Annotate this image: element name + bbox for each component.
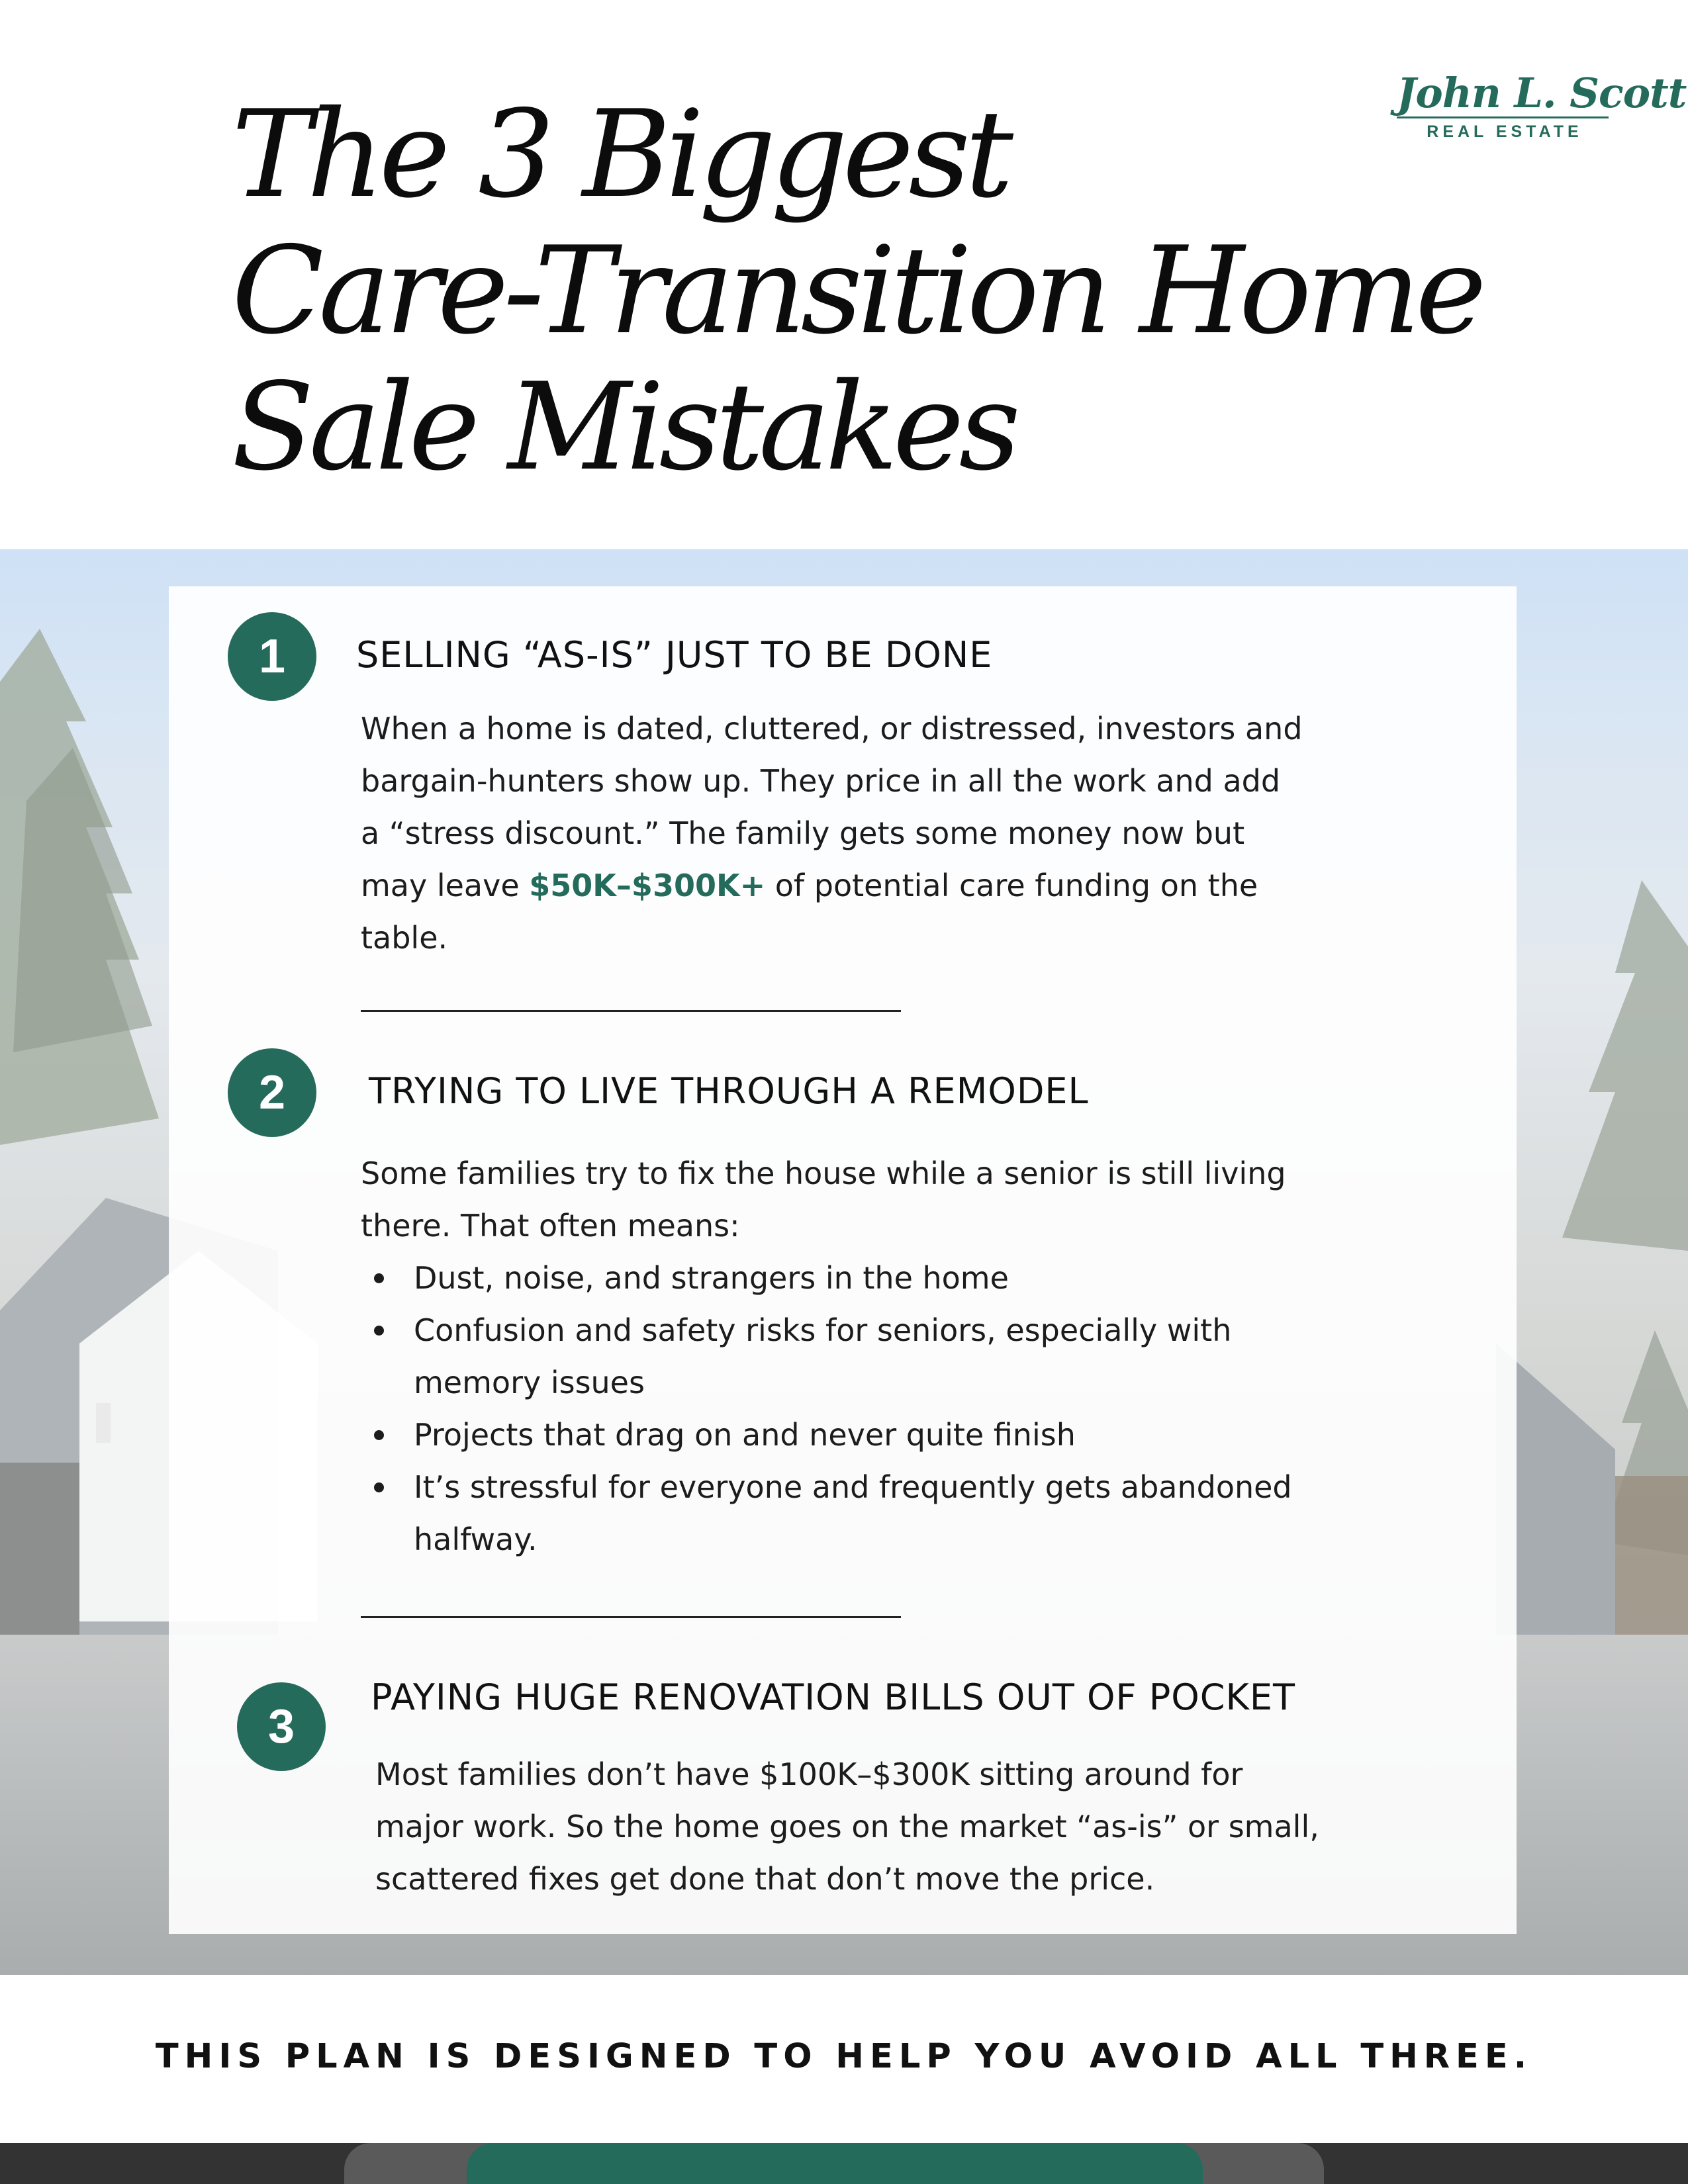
section-divider bbox=[361, 1616, 901, 1618]
cta-text: THIS PLAN IS DESIGNED TO HELP YOU AVOID ALL THREE. bbox=[155, 2037, 1533, 2076]
title-line: Care-Transition Home bbox=[232, 220, 1481, 361]
logo-name: John L. Scott bbox=[1397, 69, 1687, 117]
funding-highlight: $50K–$300K+ bbox=[529, 868, 766, 903]
brand-logo bbox=[1397, 69, 1687, 142]
body-line: there. That often means: bbox=[361, 1208, 740, 1244]
number-badge-3: 3 bbox=[237, 1682, 326, 1771]
footer-button[interactable] bbox=[467, 2143, 1203, 2184]
body-line: When a home is dated, cluttered, or distressed, investors and bbox=[361, 711, 1303, 747]
bullet-item bbox=[361, 1252, 1292, 1304]
number-badge-2: 2 bbox=[228, 1048, 316, 1137]
body-line bbox=[361, 860, 1303, 912]
title-line: The 3 Biggest bbox=[232, 84, 1009, 224]
bullet-item bbox=[361, 1304, 1292, 1409]
mistake-1-heading: SELLING “AS-IS” JUST TO BE DONE bbox=[356, 634, 993, 676]
body-line: Some families try to fix the house while a senior is still living bbox=[361, 1156, 1286, 1191]
bullet-item bbox=[361, 1461, 1292, 1566]
footer-bar bbox=[0, 2143, 1688, 2184]
body-line: table. bbox=[361, 920, 448, 956]
body-line: scattered fixes get done that don’t move the price. bbox=[375, 1861, 1155, 1897]
mistake-2-intro bbox=[361, 1148, 1286, 1252]
mistake-1-body bbox=[361, 703, 1303, 964]
bullet-item bbox=[361, 1409, 1292, 1461]
bullet-line: halfway. bbox=[414, 1522, 538, 1557]
body-line: Most families don’t have $100K–$300K sitting around for bbox=[375, 1756, 1243, 1792]
mistake-3-heading: PAYING HUGE RENOVATION BILLS OUT OF POCKET bbox=[371, 1676, 1296, 1718]
title-line: Sale Mistakes bbox=[232, 357, 1015, 497]
logo-tagline: REAL ESTATE bbox=[1427, 122, 1583, 141]
page-title bbox=[232, 86, 1481, 495]
body-text: may leave bbox=[361, 868, 530, 903]
body-line: major work. So the home goes on the market “as-is” or small, bbox=[375, 1809, 1319, 1844]
bullet-line: Dust, noise, and strangers in the home bbox=[414, 1260, 1009, 1296]
bullet-line: Projects that drag on and never quite finish bbox=[414, 1417, 1076, 1453]
bullet-line: Confusion and safety risks for seniors, especially with bbox=[414, 1312, 1232, 1348]
mistake-2-bullet-list bbox=[361, 1252, 1292, 1566]
mistake-3-body bbox=[375, 1749, 1319, 1905]
section-divider bbox=[361, 1010, 901, 1012]
bullet-line: memory issues bbox=[414, 1365, 645, 1400]
body-text: of potential care funding on the bbox=[765, 868, 1258, 903]
number-badge-1: 1 bbox=[228, 612, 316, 701]
body-line: a “stress discount.” The family gets some money now but bbox=[361, 815, 1245, 851]
mistake-2-heading: TRYING TO LIVE THROUGH A REMODEL bbox=[369, 1070, 1089, 1112]
bullet-line: It’s stressful for everyone and frequently gets abandoned bbox=[414, 1469, 1292, 1505]
body-line: bargain-hunters show up. They price in all the work and add bbox=[361, 763, 1281, 799]
